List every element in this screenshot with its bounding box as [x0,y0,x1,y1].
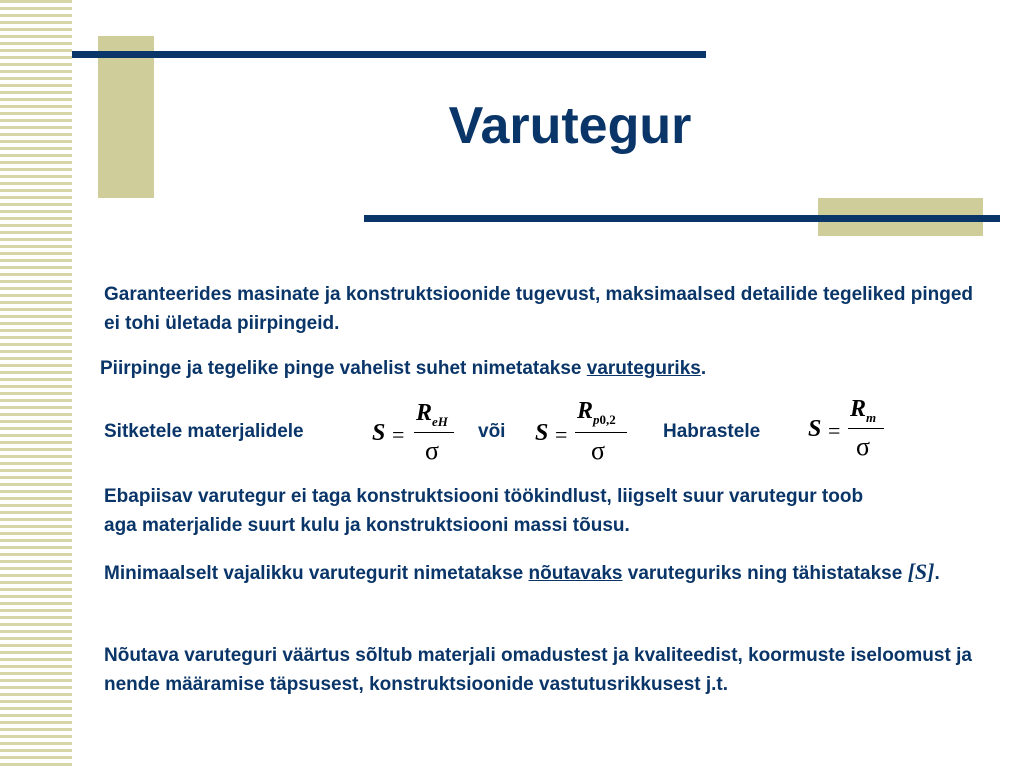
formula-safety-factor-rp02: S = $R_{p0,2}$ σ [533,398,633,468]
top-rule [72,51,706,58]
left-stripe-decoration [0,0,72,768]
formula-safety-factor-rm: S = $R_m$ σ [806,396,890,466]
term-noutavaks: nõutavaks [528,563,623,584]
paragraph-definition [100,354,980,383]
paragraph-required-factor: Minimaalselt vajalikku varutegurit nimetatakse nõutavaks varuteguriks ning tähistatakse [S]. [104,559,940,584]
title-underline-rule [364,215,1000,222]
label-brittle-materials: Habrastele [663,421,761,442]
label-or: või [478,421,506,442]
formula-safety-factor-reh: S = $R_{eH}$ σ [370,398,462,468]
label-ductile-materials: Sitketele materjalidele [104,421,304,442]
paragraph-insufficient-factor: Ebapiisav varutegur ei taga konstruktsiooni töökindlust, liigselt suur varutegur toob aga materjalide suurt kulu ja konstruktsiooni massi tõusu. [104,486,864,536]
symbol-required-safety-factor: [S] [907,559,935,584]
slide-title: Varutegur [448,97,692,155]
term-varuteguriks: varuteguriks [586,358,701,379]
definition-period: . [700,358,707,379]
paragraph-dependencies: Nõutava varuteguri väärtus sõltub materjali omadustest ja kvaliteedist, koormuste iseloomust ja nende määramise täpsusest, konstruktsioonide vastutusrikkusest j.t. [104,645,972,695]
paragraph-intro: Garanteerides masinate ja konstruktsioonide tugevust, maksimaalsed detailide tegeliked pinged ei tohi ületada piirpingeid. [104,284,973,334]
definition-text: Piirpinge ja tegelike pinge vahelist suhet nimetatakse [100,358,587,379]
top-left-accent-block [98,36,154,198]
